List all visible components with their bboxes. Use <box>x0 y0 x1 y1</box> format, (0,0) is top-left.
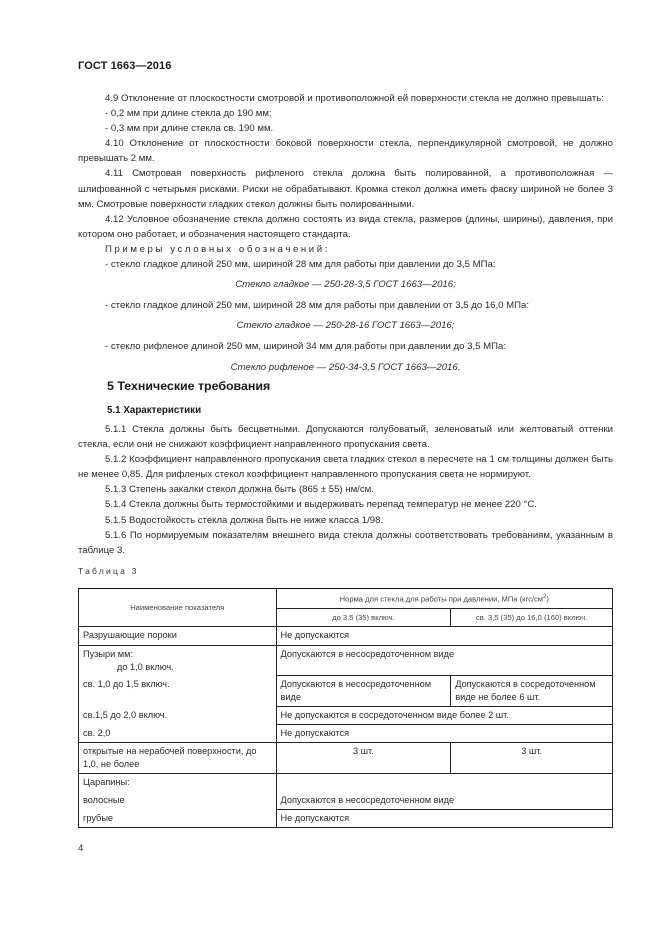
row-value-1: 3 шт. <box>276 743 451 774</box>
row-name: св. 2,0 <box>79 725 277 743</box>
row-name <box>79 645 277 676</box>
paragraph-5-1-4: 5.1.4 Стекла должны быть термостойкими и выдерживать перепад температур не менее 220 °С. <box>105 499 537 511</box>
row-value: Допускаются в несосредоточенном виде <box>276 774 612 810</box>
example-description: - стекло рифленое длиной 250 мм, шириной 34 мм для работы при давлении до 3,5 МПа: <box>105 341 507 353</box>
table-row <box>79 810 613 828</box>
table-row <box>79 676 613 707</box>
row-value: Не допускаются <box>276 810 612 828</box>
paragraph-4-11: 4.11 Смотровая поверхность рифленого стекла должна быть полированной, а противоположная — шлифованной с четырьмя рисками. Риски не обрабатывают. Кромка стекол должна иметь фаску шириной не более 3 мм. Смотровые поверхности гладких стекол должны быть полированными. <box>78 168 613 210</box>
paragraph-4-12: 4.12 Условное обозначение стекла должно состоять из вида стекла, размеров (длины, ширины), давления, при котором оно работает, и обозначения настоящего стандарта. <box>78 213 613 240</box>
list-item: - 0,3 мм при длине стекла св. 190 мм. <box>105 123 274 135</box>
table-row <box>79 743 613 774</box>
row-name: грубые <box>79 810 277 828</box>
row-sub-text: до 1,0 включ. <box>117 661 174 672</box>
example-designation: Стекло гладкое — 250-28-16 ГОСТ 1663—2016; <box>236 320 455 332</box>
paragraph-5-1-5: 5.1.5 Водостойкость стекла должна быть не ниже класса 1/98. <box>105 514 384 526</box>
table-row <box>79 645 613 676</box>
examples-heading: Примеры условных обозначений: <box>105 243 330 255</box>
row-name: Царапины: <box>79 774 277 792</box>
paragraph-5-1-2: 5.1.2 Коэффициент направленного пропускания света гладких стекол в пересчете на 1 см толщины должен быть не менее 0,85. Для рифленых стекол коэффициент направленного пропускания света не нормируют. <box>78 454 613 481</box>
row-name: св. 1,0 до 1,5 включ. <box>79 676 277 707</box>
header-group-sup: 2 <box>543 594 547 600</box>
example-designation: Стекло гладкое — 250-28-3,5 ГОСТ 1663—2016; <box>235 279 456 291</box>
row-value-2: Допускаются в сосредоточенном виде не более 6 шт. <box>451 676 613 707</box>
row-value-1: Допускаются в несосредоточенном виде <box>276 676 451 707</box>
paragraph-4-10: 4.10 Отклонение от плоскостности боковой поверхности стекла, перпендикулярной смотровой, не должно превышать 2 мм. <box>78 138 613 165</box>
row-name: открытые на нерабочей поверхности, до 1,0, не более <box>79 743 277 774</box>
section-5-text <box>78 422 613 558</box>
paragraph-4-9: 4.9 Отклонение от плоскостности смотровой и противоположной ей поверхности стекла не должно превышать: <box>105 93 604 104</box>
page-number: 4 <box>78 843 84 854</box>
section-5-title: 5 Технические требования <box>107 379 271 393</box>
section-4-text <box>78 91 613 381</box>
row-name-text: Пузыри мм: <box>83 648 133 659</box>
row-value: Не допускаются <box>276 725 612 743</box>
header-group-text: Норма для стекла для работы при давлении, МПа (кгс/см <box>339 594 544 604</box>
table-3 <box>78 588 613 828</box>
row-name: волосные <box>79 792 277 810</box>
paragraph-5-1-1: 5.1.1 Стекла должны быть бесцветными. Допускаются голубоватый, зеленоватый или желтоватый оттенки стекла, если они не снижают коэффициент направленного пропускания света. <box>78 424 613 451</box>
example-description: - стекло гладкое длиной 250 мм, шириной 28 мм для работы при давлении от 3,5 до 16,0 МПа: <box>105 300 530 312</box>
header-cell-sub1: до 3,5 (35) включ. <box>276 608 451 626</box>
header-group-tail: ) <box>546 594 549 604</box>
table-row <box>79 626 613 645</box>
row-name: Разрушающие пороки <box>79 626 277 645</box>
table-row <box>79 774 613 792</box>
header-cell-sub2: св. 3,5 (35) до 16,0 (160) включ. <box>451 608 613 626</box>
table-caption: Таблица 3 <box>78 566 139 576</box>
row-value: Допускаются в несосредоточенном виде <box>276 645 612 676</box>
row-value: Не допускаются в сосредоточенном виде более 2 шт. <box>276 707 612 725</box>
paragraph-5-1-6: 5.1.6 По нормируемым показателям внешнего вида стекла должны соответствовать требованиям, указанным в таблице 3. <box>78 529 613 556</box>
example-designation: Стекло рифленое — 250-34-3,5 ГОСТ 1663—2016. <box>230 361 461 373</box>
row-value-2: 3 шт. <box>451 743 613 774</box>
table-row <box>79 725 613 743</box>
row-name: св.1,5 до 2,0 включ. <box>79 707 277 725</box>
list-item: - 0,2 мм при длине стекла до 190 мм; <box>105 108 272 120</box>
header-cell-name: Наименование показателя <box>79 589 277 627</box>
row-value: Не допускаются <box>276 626 612 645</box>
header-cell-group <box>276 589 612 609</box>
document-header: ГОСТ 1663—2016 <box>78 60 172 72</box>
paragraph-5-1-3: 5.1.3 Степень закалки стекол должна быть (865 ± 55) нм/см. <box>105 484 374 496</box>
example-description: - стекло гладкое длиной 250 мм, шириной 28 мм для работы при давлении до 3,5 МПа: <box>105 259 496 271</box>
section-5-1-subtitle: 5.1 Характеристики <box>107 405 202 416</box>
table-row <box>79 707 613 725</box>
